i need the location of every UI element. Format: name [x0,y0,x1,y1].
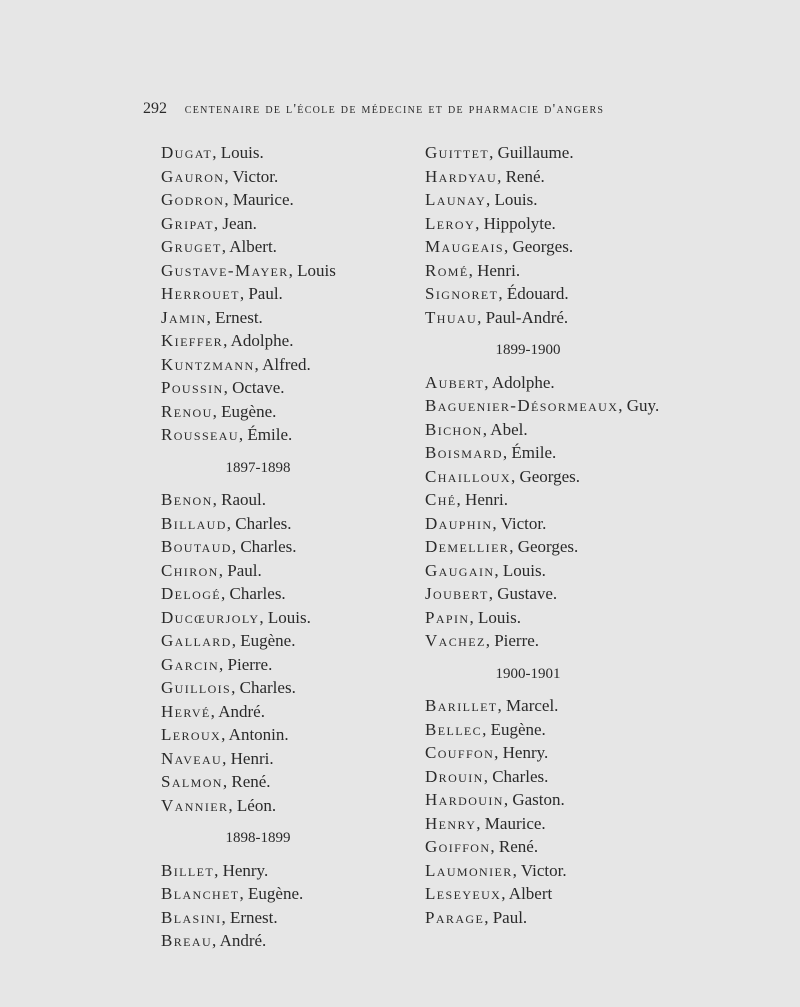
running-title: centenaire de l'école de médecine et de pharmacie d'angers [184,102,605,117]
surname: Goiffon [425,837,491,856]
given-name: , Victor. [512,860,567,880]
given-name: , Maurice. [476,813,546,833]
name-entry [425,235,715,259]
given-name: , René. [222,772,271,791]
surname: Billet [161,860,215,880]
name-entry [161,629,401,653]
given-name: , Charles. [221,584,286,603]
given-name: , Georges. [503,237,574,256]
given-name: , Henri. [456,490,509,509]
surname: Hardouin [425,790,504,809]
name-entry [161,700,401,724]
given-name: , Édouard. [498,284,569,303]
surname: Chiron [161,560,219,580]
name-entry [425,741,715,765]
given-name: , Maurice. [224,190,294,209]
given-name: , Gustave. [488,584,558,603]
given-name: , Guy. [618,396,660,415]
given-name: , Ernest. [206,307,263,327]
given-name: , Abel. [482,419,528,439]
surname: Boutaud [161,537,232,556]
name-entry [161,929,401,953]
surname: Drouin [425,766,484,786]
surname: Joubert [425,584,489,603]
surname: Blasini [161,907,222,927]
given-name: , Louis. [494,560,546,580]
given-name: , Raoul. [212,490,267,509]
name-entry [161,770,401,794]
surname: Gallard [161,631,232,650]
given-name: , Pierre. [485,631,540,650]
name-entry [425,835,715,859]
name-entry [161,747,401,771]
given-name: , Eugène. [239,884,304,903]
given-name: , Louis [288,260,336,280]
name-entry [425,488,715,512]
given-name: , Charles. [226,513,292,533]
given-name: , Louis. [486,190,538,209]
given-name: , Henri. [222,748,274,768]
given-name: , Henry. [494,743,549,762]
name-entry [161,512,401,536]
name-entry [425,394,715,418]
surname: Leroy [425,213,476,233]
name-entry [161,653,401,677]
name-entry [161,794,401,818]
year-heading: 1899-1900 [495,342,561,358]
surname: Leseyeux [425,884,502,903]
name-entry [161,400,401,424]
name-entry [425,812,715,836]
name-entry [161,353,401,377]
name-entry [161,882,401,906]
name-entry [161,212,401,236]
name-entry [425,765,715,789]
surname: Laumonier [425,860,513,880]
surname: Billaud [161,513,227,533]
surname: Boismard [425,443,503,462]
surname: Papin [425,607,470,627]
name-entry [425,535,715,559]
given-name: , Charles. [231,678,296,697]
surname: Gauron [161,166,225,186]
surname: Godron [161,190,225,209]
name-entry [425,906,715,930]
given-name: , Paul-André. [477,307,569,327]
name-entry [425,371,715,395]
name-entry [425,465,715,489]
surname: Baguenier-Désormeaux [425,396,619,415]
given-name: , Eugène. [482,719,546,739]
surname: Thuau [425,307,478,327]
name-entry [161,488,401,512]
year-heading: 1900-1901 [495,665,561,682]
name-entry [425,282,715,306]
year-heading: 1898-1899 [225,830,291,846]
given-name: , Georges. [510,466,581,486]
name-entry [425,306,715,330]
given-name: , Henry. [214,860,269,880]
name-entry [161,141,401,165]
name-entry [161,188,401,212]
surname: Vachez [425,631,486,650]
name-entry [425,718,715,742]
given-name: , Louis. [212,143,264,162]
surname: Kieffer [161,331,224,350]
given-name: , Albert [501,884,553,903]
left-column [161,141,401,953]
name-entry [161,535,401,559]
given-name: , Émile. [502,443,557,462]
surname: Delogé [161,584,221,603]
surname: Salmon [161,772,223,791]
name-entry [425,259,715,283]
name-entry [425,629,715,653]
name-entry [161,306,401,330]
name-entry [161,235,401,259]
given-name: , André. [212,931,267,950]
name-entry [425,188,715,212]
given-name: , Henri. [468,260,521,280]
surname: Barillet [425,696,498,715]
surname: Blanchet [161,884,240,903]
name-entry [161,606,401,630]
given-name: , Louis. [259,607,311,627]
given-name: , Louis. [469,607,521,627]
given-name: , Guillaume. [489,143,574,162]
given-name: , Alfred. [254,354,311,374]
surname: Garcin [161,654,220,674]
given-name: , Georges. [509,537,579,556]
given-name: , Victor. [224,166,279,186]
given-name: , Paul. [218,560,262,580]
surname: Ché [425,490,457,509]
surname: Guittet [425,143,490,162]
surname: Ducœurjoly [161,607,260,627]
given-name: , Jean. [213,213,257,233]
name-entry [161,906,401,930]
name-entry [425,788,715,812]
given-name: , Adolphe. [484,372,555,392]
name-entry [161,676,401,700]
name-entry [161,329,401,353]
surname: Parage [425,907,485,927]
name-entry [425,606,715,630]
given-name: , Victor. [492,513,547,533]
given-name: , Charles. [231,537,297,556]
name-entry [425,859,715,883]
name-entry [425,165,715,189]
name-entry [425,418,715,442]
surname: Dugat [161,143,213,162]
given-name: , Albert. [221,237,277,256]
surname: Demellier [425,537,510,556]
name-entry [161,559,401,583]
given-name: , Octave. [223,378,285,397]
given-name: , Pierre. [219,654,273,674]
surname: Hardyau [425,166,498,186]
given-name: , René. [497,166,545,186]
given-name: , Marcel. [497,696,559,715]
surname: Aubert [425,372,485,392]
surname: Romé [425,260,469,280]
right-column [425,141,715,929]
surname: Bellec [425,719,483,739]
name-entry [161,859,401,883]
given-name: , Ernest. [221,907,278,927]
surname: Jamin [161,307,207,327]
surname: Bichon [425,419,483,439]
name-entry [161,259,401,283]
surname: Dauphin [425,513,493,533]
page-number: 292 [143,100,167,117]
surname: Maugeais [425,237,504,256]
given-name: , Paul. [484,907,528,927]
given-name: , Eugène. [231,631,296,650]
surname: Poussin [161,378,224,397]
name-entry [425,212,715,236]
surname: Herrouet [161,284,240,303]
surname: Benon [161,490,213,509]
given-name: , Gaston. [503,790,565,809]
running-header [143,100,783,118]
given-name: , Adolphe. [223,331,294,350]
surname: Rousseau [161,425,239,444]
surname: Naveau [161,748,223,768]
surname: Gripat [161,213,214,233]
name-entry [425,694,715,718]
given-name: , Hippolyte. [475,213,556,233]
surname: Vannier [161,795,229,815]
name-entry [161,165,401,189]
name-entry [425,512,715,536]
surname: Gustave-Mayer [161,260,289,280]
name-entry [425,882,715,906]
given-name: , Paul. [239,284,283,303]
surname: Chailloux [425,466,511,486]
surname: Hervé [161,701,211,721]
surname: Henry [425,813,477,833]
given-name: , Charles. [483,766,549,786]
name-entry [425,582,715,606]
surname: Breau [161,931,213,950]
year-heading: 1897-1898 [225,459,291,476]
given-name: , Émile. [238,425,293,444]
name-entry [161,723,401,747]
surname: Gruget [161,237,222,256]
surname: Leroux [161,725,222,744]
given-name: , André. [210,701,265,721]
surname: Signoret [425,284,499,303]
given-name: , Eugène. [212,401,277,421]
name-entry [161,376,401,400]
name-entry [161,423,401,447]
name-entry [425,141,715,165]
surname: Renou [161,401,213,421]
given-name: , René. [490,837,539,856]
name-entry [161,582,401,606]
surname: Couffon [425,743,495,762]
surname: Guillois [161,678,232,697]
given-name: , Léon. [228,795,277,815]
surname: Gaugain [425,560,495,580]
name-entry [161,282,401,306]
name-entry [425,441,715,465]
surname: Launay [425,190,487,209]
given-name: , Antonin. [221,725,289,744]
name-entry [425,559,715,583]
surname: Kuntzmann [161,354,255,374]
